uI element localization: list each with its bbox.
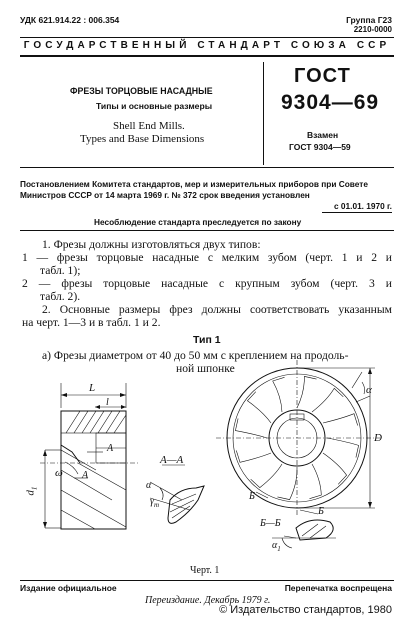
label-A-bottom: A (82, 470, 89, 481)
paragraph-2-line-1: 2. Основные размеры фрез должны соответствовать указанным (42, 303, 392, 316)
reissue-label: Переиздание. Декабрь 1979 г. (145, 595, 271, 606)
title-ru: ФРЕЗЫ ТОРЦОВЫЕ НАСАДНЫЕ (70, 86, 213, 96)
paragraph-a-line-2: ной шпонке (176, 362, 235, 375)
label-B-right: Б (318, 506, 324, 517)
gost-number: 9304—69 (281, 91, 380, 114)
udk-code: УДК 621.914.22 : 006.354 (20, 15, 120, 25)
label-alpha1 (272, 540, 281, 553)
dim-label-d1-main: d (24, 490, 37, 496)
group-code: Группа Г23 (346, 15, 392, 25)
title-en-1: Shell End Mills. (113, 120, 185, 132)
state-standard-banner: ГОСУДАРСТВЕННЫЙ СТАНДАРТ СОЮЗА ССР (23, 40, 391, 51)
paragraph-1b-line-2: табл. 2). (40, 290, 81, 303)
dim-label-d1 (24, 487, 38, 496)
replaces-number: ГОСТ 9304—59 (289, 142, 351, 152)
decree-line-1: Постановлением Комитета стандартов, мер и измерительных приборов при Совете (20, 179, 368, 189)
label-B-left: Б (249, 491, 255, 502)
label-gamma-main: γ (150, 496, 154, 507)
warning-text: Несоблюдение стандарта преследуется по закону (94, 217, 302, 227)
footer-rule (20, 580, 394, 581)
reprint-label: Перепечатка воспрещена (284, 583, 392, 593)
label-section-BB: Б—Б (260, 518, 281, 529)
paragraph-1a-line-1: 1 — фрезы торцовые насадные с мелким зубом (черт. 1 и 2 и (22, 251, 392, 264)
label-alpha-side: α (146, 480, 152, 491)
edition-label: Издание официальное (20, 583, 117, 593)
dim-label-L: L (89, 382, 96, 394)
type-heading: Тип 1 (193, 334, 221, 346)
paragraph-1b-line-1: 2 — фрезы торцовые насадные с крупным зубом (черт. 3 и (22, 277, 392, 290)
label-alpha-front: α (366, 384, 372, 396)
dim-label-D: D (374, 432, 382, 444)
paragraph-1: 1. Фрезы должны изготовляться двух типов: (42, 238, 261, 251)
label-A-top: A (107, 443, 114, 454)
label-alpha1-main: α (272, 540, 278, 551)
label-gamma-sub: т (153, 501, 160, 509)
label-alpha1-sub: 1 (277, 545, 281, 553)
decree-line-3: с 01.01. 1970 г. (334, 201, 392, 211)
figure-caption: Черт. 1 (190, 565, 220, 576)
replaces-label: Взамен (307, 130, 339, 140)
decree-line-2: Министров СССР от 14 марта 1969 г. № 372 срок введения установлен (20, 190, 310, 200)
gost-label: ГОСТ (294, 65, 351, 87)
dim-label-d1-sub: 1 (30, 486, 39, 491)
label-section-AA: А—А (160, 454, 184, 466)
label-omega: ω (55, 467, 63, 479)
paragraph-2-line-2: на черт. 1—3 и в табл. 1 и 2. (22, 316, 161, 329)
subtitle-ru: Типы и основные размеры (96, 101, 213, 111)
title-en-2: Types and Base Dimensions (80, 133, 205, 145)
paragraph-1a-line-2: табл. 1); (40, 264, 81, 277)
label-gamma (150, 496, 159, 509)
classifier-code: 2210-0000 (353, 25, 392, 34)
dim-label-l: l (106, 397, 109, 408)
paragraph-a-line-1: а) Фрезы диаметром от 40 до 50 мм с креплением на продоль- (42, 349, 349, 362)
copyright-label: © Издательство стандартов, 1980 (219, 604, 392, 616)
